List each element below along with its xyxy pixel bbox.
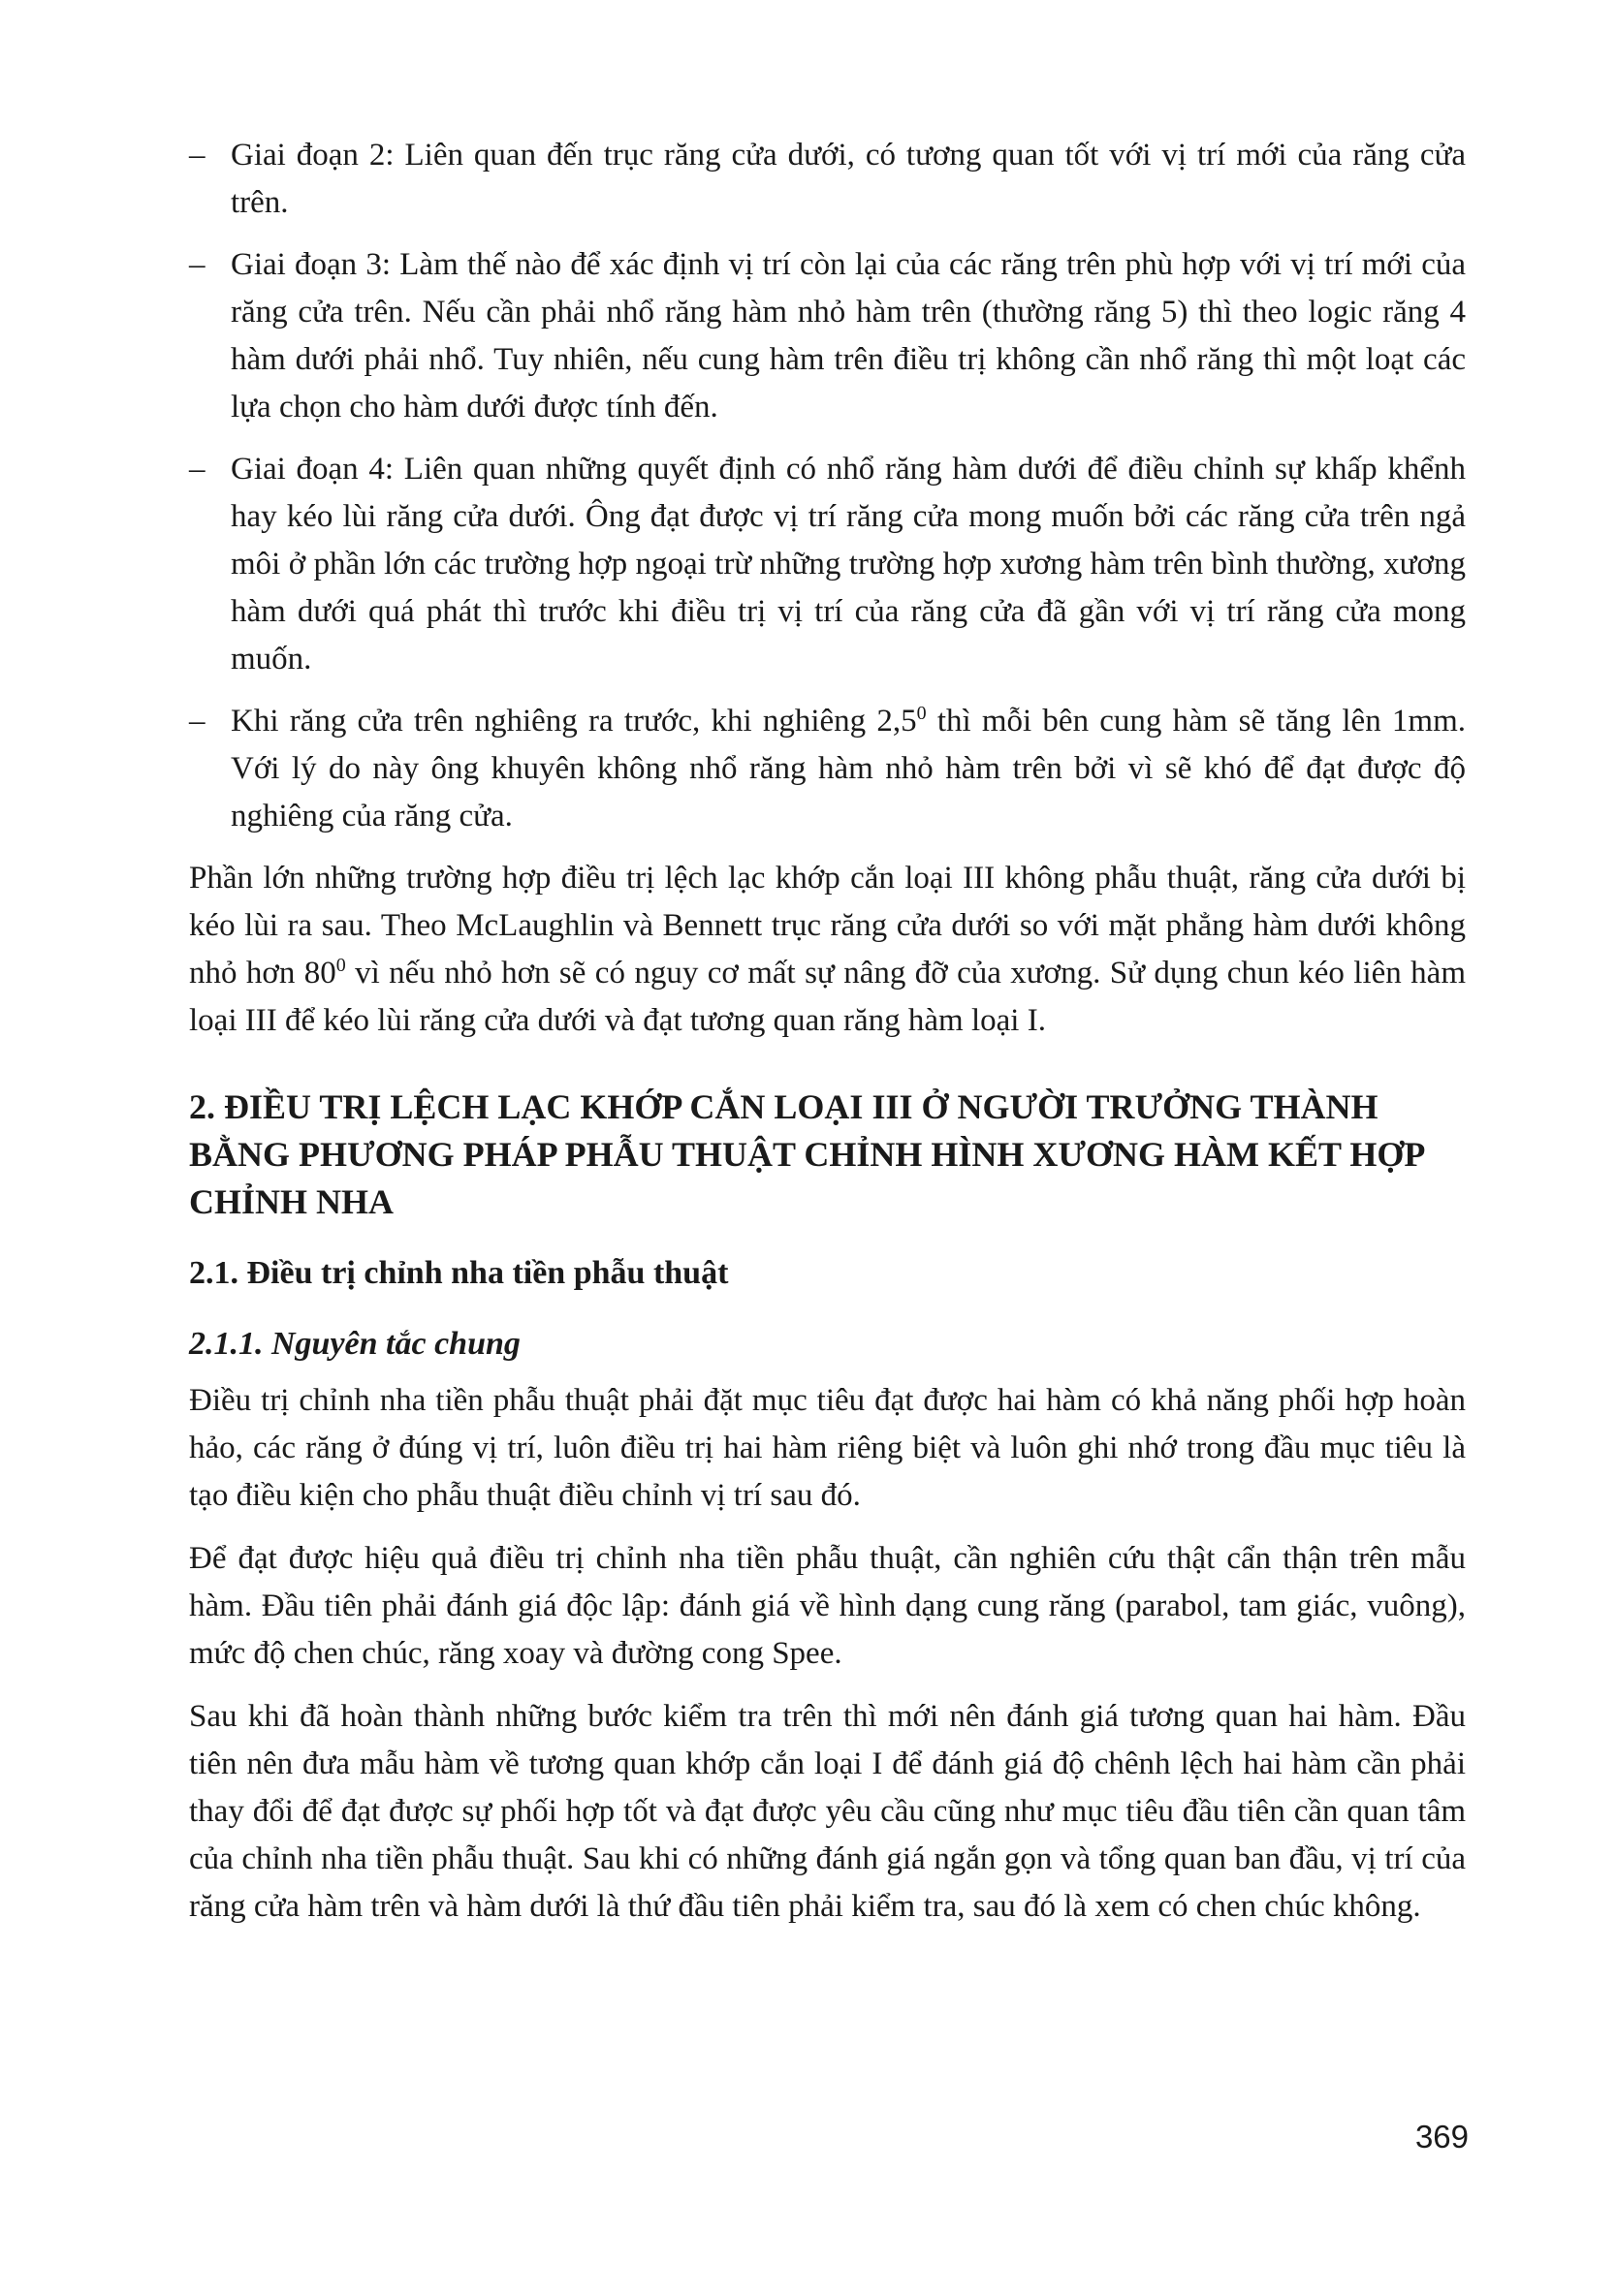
bullet-text-part: Khi răng cửa trên nghiêng ra trước, khi nghiêng 2,5 [231,704,917,739]
bullet-text: Giai đoạn 3: Làm thế nào để xác định vị trí còn lại của các răng trên phù hợp với vị trí mới của răng cửa trên. Nếu cần phải nhổ răng hàm nhỏ hàm trên (thường răng 5) thì theo logic răng 4 hàm dưới phải nhổ. Tuy nhiên, nếu cung hàm trên điều trị không cần nhổ răng thì một loạt các lựa chọn cho hàm dưới được tính đến. [231,247,1466,425]
paragraph-text-part: Phần lớn những trường hợp điều trị lệch lạc khớp cắn loại III không phẫu thuật, răng cửa dưới bị kéo lùi ra sau. Theo McLaughlin và Bennett trục răng cửa dưới so với mặt phẳng hàm dưới không nhỏ hơn 80 [189,861,1466,991]
bullet-text-part: thì mỗi bên cung hàm sẽ tăng lên 1mm. Với lý do này ông khuyên không nhổ răng hàm nhỏ hàm trên bởi vì sẽ khó để đạt được độ nghiêng của răng cửa. [231,704,1466,833]
paragraph-text-part: vì nếu nhỏ hơn sẽ có nguy cơ mất sự nâng đỡ của xương. Sử dụng chun kéo liên hàm loại III để kéo lùi răng cửa dưới và đạt tương quan răng hàm loại I. [189,956,1466,1038]
body-paragraph: Sau khi đã hoàn thành những bước kiểm tra trên thì mới nên đánh giá tương quan hai hàm. Đầu tiên nên đưa mẫu hàm về tương quan khớp cắn loại I để đánh giá độ chênh lệch hai hàm cần phải thay đổi để đạt được sự phối hợp tốt và đạt được yêu cầu cũng như mục tiêu đầu tiên cần quan tâm của chỉnh nha tiền phẫu thuật. Sau khi có những đánh giá ngắn gọn và tổng quan ban đầu, vị trí của răng cửa hàm trên và hàm dưới là thứ đầu tiên phải kiểm tra, sau đó là xem có chen chúc không. [189,1699,1466,1924]
degree-superscript: 0 [916,703,927,724]
bullet-item [189,446,1466,683]
page-number: 369 [1414,2119,1469,2154]
page-content [189,132,1466,1946]
bullet-dash: – [189,704,206,739]
bullet-item [189,698,1466,840]
body-paragraph: Để đạt được hiệu quả điều trị chỉnh nha tiền phẫu thuật, cần nghiên cứu thật cẩn thận trên mẫu hàm. Đầu tiên phải đánh giá độc lập: đánh giá về hình dạng cung răng (parabol, tam giác, vuông), mức độ chen chúc, răng xoay và đường cong Spee. [189,1541,1466,1671]
bullet-text: Giai đoạn 4: Liên quan những quyết định có nhổ răng hàm dưới để điều chỉnh sự khấp khểnh hay kéo lùi răng cửa dưới. Ông đạt được vị trí răng cửa mong muốn bởi các răng cửa trên ngả môi ở phần lớn các trường hợp ngoại trừ những trường hợp xương hàm trên bình thường, xương hàm dưới quá phát thì trước khi điều trị vị trí của răng cửa đã gần với vị trí răng cửa mong muốn. [231,452,1466,676]
body-paragraph [189,855,1466,1045]
subsection-heading: 2.1. Điều trị chỉnh nha tiền phẫu thuật [189,1255,729,1291]
subsubsection-heading: 2.1.1. Nguyên tắc chung [189,1326,521,1362]
bullet-dash: – [189,138,206,173]
degree-superscript: 0 [335,955,346,976]
bullet-text: Giai đoạn 2: Liên quan đến trục răng cửa dưới, có tương quan tốt với vị trí mới của răng cửa trên. [231,138,1466,220]
stage-bullet-list [189,132,1466,840]
bullet-item [189,241,1466,431]
bullet-item [189,132,1466,227]
bullet-dash: – [189,452,206,487]
bullet-dash: – [189,247,206,282]
body-paragraph: Điều trị chỉnh nha tiền phẫu thuật phải đặt mục tiêu đạt được hai hàm có khả năng phối hợp hoàn hảo, các răng ở đúng vị trí, luôn điều trị hai hàm riêng biệt và luôn ghi nhớ trong đầu mục tiêu là tạo điều kiện cho phẫu thuật điều chỉnh vị trí sau đó. [189,1383,1466,1513]
section-heading: 2. ĐIỀU TRỊ LỆCH LẠC KHỚP CẮN LOẠI III Ở NGƯỜI TRƯỞNG THÀNH BẰNG PHƯƠNG PHÁP PHẪU THUẬT CHỈNH HÌNH XƯƠNG HÀM KẾT HỢP CHỈNH NHA [189,1087,1424,1221]
